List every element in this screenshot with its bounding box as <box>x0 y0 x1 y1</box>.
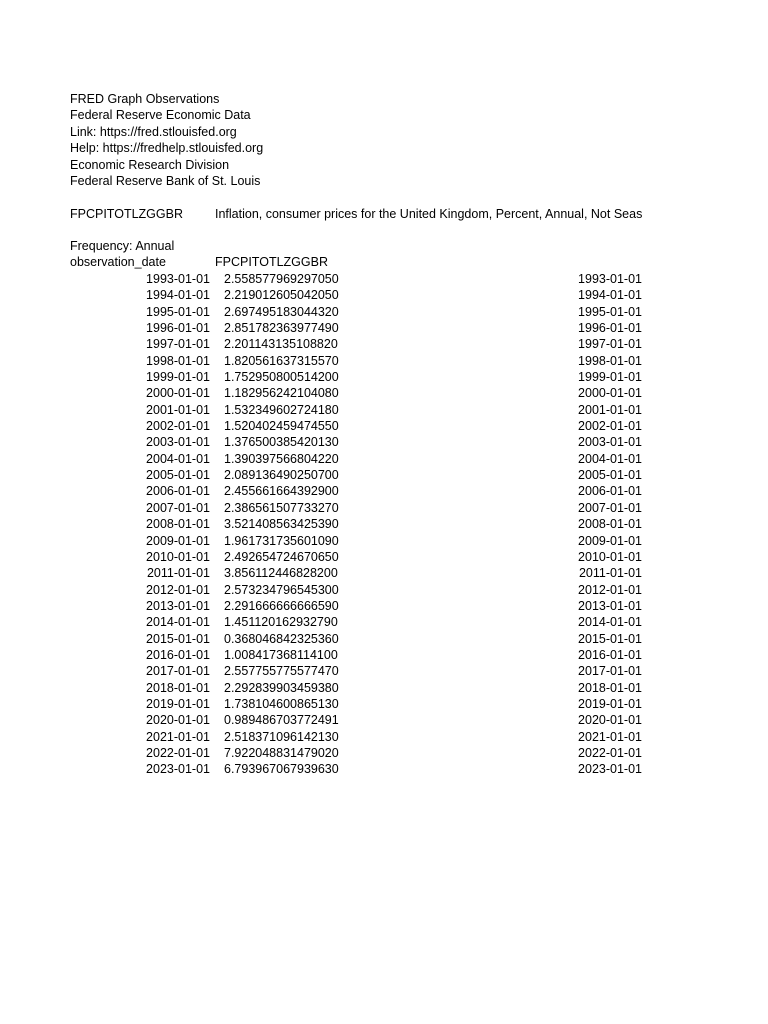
observation-date-repeat-cell: 2016-01-01 <box>578 647 642 662</box>
observation-date-repeat-cell: 2000-01-01 <box>578 386 642 401</box>
table-row <box>0 534 768 550</box>
column-header-value: FPCPITOTLZGGBR <box>215 255 328 269</box>
observation-date-repeat-cell: 2011-01-01 <box>578 566 642 581</box>
observation-date-cell: 2001-01-01 <box>146 402 210 417</box>
observation-date-repeat-cell: 2020-01-01 <box>578 713 642 728</box>
header-link: Link: https://fred.stlouisfed.org <box>70 124 237 139</box>
observation-date-repeat-cell: 1995-01-01 <box>578 304 642 319</box>
table-row <box>0 517 768 533</box>
table-row <box>0 288 768 304</box>
table-row <box>0 337 768 353</box>
observation-date-repeat-cell: 2005-01-01 <box>578 468 642 483</box>
table-row <box>0 713 768 729</box>
observation-value-cell: 2.851782363977490 <box>224 321 339 336</box>
observation-date-cell: 1995-01-01 <box>146 304 210 319</box>
series-info <box>70 207 750 224</box>
table-row <box>0 762 768 778</box>
table-row <box>0 484 768 500</box>
table-row <box>0 403 768 419</box>
observation-date-cell: 2011-01-01 <box>146 566 210 581</box>
observation-date-cell: 2004-01-01 <box>146 451 210 466</box>
observation-date-cell: 2008-01-01 <box>146 517 210 532</box>
observation-date-repeat-cell: 1997-01-01 <box>578 337 642 352</box>
observation-value-cell: 1.520402459474550 <box>224 419 339 434</box>
observation-date-cell: 2006-01-01 <box>146 484 210 499</box>
header-bank: Federal Reserve Bank of St. Louis <box>70 174 261 189</box>
observation-date-repeat-cell: 2002-01-01 <box>578 419 642 434</box>
table-row <box>0 681 768 697</box>
observation-value-cell: 6.793967067939630 <box>224 762 339 777</box>
observation-value-cell: 1.738104600865130 <box>224 696 339 711</box>
observation-value-cell: 2.291666666666590 <box>224 598 339 613</box>
observation-date-cell: 2000-01-01 <box>146 386 210 401</box>
observation-date-cell: 2007-01-01 <box>146 500 210 515</box>
observation-value-cell: 1.820561637315570 <box>224 353 339 368</box>
table-row <box>0 386 768 402</box>
observation-value-cell: 2.089136490250700 <box>224 468 339 483</box>
observation-date-cell: 2010-01-01 <box>146 549 210 564</box>
observation-value-cell: 2.697495183044320 <box>224 304 339 319</box>
observation-value-cell: 2.219012605042050 <box>224 288 339 303</box>
header-division: Economic Research Division <box>70 157 230 172</box>
observation-value-cell: 1.376500385420130 <box>224 435 339 450</box>
observation-date-repeat-cell: 2003-01-01 <box>578 435 642 450</box>
observations-table <box>0 272 768 779</box>
table-row <box>0 468 768 484</box>
table-row <box>0 697 768 713</box>
table-row <box>0 599 768 615</box>
observation-date-repeat-cell: 2017-01-01 <box>578 664 642 679</box>
observation-date-repeat-cell: 2013-01-01 <box>578 598 642 613</box>
table-row <box>0 272 768 288</box>
table-row <box>0 435 768 451</box>
table-row <box>0 746 768 762</box>
observation-date-repeat-cell: 2001-01-01 <box>578 402 642 417</box>
observation-date-repeat-cell: 2008-01-01 <box>578 517 642 532</box>
observation-date-cell: 2014-01-01 <box>146 615 210 630</box>
observation-date-cell: 2009-01-01 <box>146 533 210 548</box>
header-subtitle: Federal Reserve Economic Data <box>70 108 251 123</box>
table-row <box>0 648 768 664</box>
observation-date-repeat-cell: 2012-01-01 <box>578 582 642 597</box>
observation-value-cell: 2.292839903459380 <box>224 680 339 695</box>
observation-date-repeat-cell: 1999-01-01 <box>578 370 642 385</box>
observation-date-cell: 2017-01-01 <box>146 664 210 679</box>
table-row <box>0 550 768 566</box>
observation-value-cell: 2.492654724670650 <box>224 549 339 564</box>
observation-value-cell: 7.922048831479020 <box>224 745 339 760</box>
table-row <box>0 321 768 337</box>
observation-date-repeat-cell: 2018-01-01 <box>578 680 642 695</box>
header-help: Help: https://fredhelp.stlouisfed.org <box>70 141 264 156</box>
observation-value-cell: 1.961731735601090 <box>224 533 339 548</box>
observation-date-repeat-cell: 2019-01-01 <box>578 696 642 711</box>
table-row <box>0 452 768 468</box>
observation-date-repeat-cell: 2015-01-01 <box>578 631 642 646</box>
observation-date-repeat-cell: 2006-01-01 <box>578 484 642 499</box>
table-row <box>0 566 768 582</box>
observation-value-cell: 2.558577969297050 <box>224 272 339 286</box>
observation-date-repeat-cell: 2009-01-01 <box>578 533 642 548</box>
observation-value-cell: 2.573234796545300 <box>224 582 339 597</box>
observation-value-cell: 0.368046842325360 <box>224 631 339 646</box>
observation-date-repeat-cell: 2004-01-01 <box>578 451 642 466</box>
observation-value-cell: 0.989486703772491 <box>224 713 339 728</box>
observation-date-cell: 2013-01-01 <box>146 598 210 613</box>
observation-value-cell: 1.182956242104080 <box>224 386 339 401</box>
observation-date-cell: 1998-01-01 <box>146 353 210 368</box>
observation-date-repeat-cell: 2021-01-01 <box>578 729 642 744</box>
table-row <box>0 370 768 386</box>
observation-date-cell: 1999-01-01 <box>146 370 210 385</box>
table-row <box>0 583 768 599</box>
table-row <box>0 615 768 631</box>
observation-date-repeat-cell: 1996-01-01 <box>578 321 642 336</box>
observation-date-cell: 2022-01-01 <box>146 745 210 760</box>
header-title: FRED Graph Observations <box>70 92 220 106</box>
observation-date-cell: 1997-01-01 <box>146 337 210 352</box>
series-description: Inflation, consumer prices for the United Kingdom, Percent, Annual, Not Seas <box>215 207 643 221</box>
observation-date-cell: 2020-01-01 <box>146 713 210 728</box>
observation-date-repeat-cell: 2010-01-01 <box>578 549 642 564</box>
table-row <box>0 305 768 321</box>
table-row <box>0 730 768 746</box>
observation-value-cell: 3.521408563425390 <box>224 517 339 532</box>
observation-date-cell: 2002-01-01 <box>146 419 210 434</box>
observation-date-cell: 2019-01-01 <box>146 696 210 711</box>
observation-date-repeat-cell: 2014-01-01 <box>578 615 642 630</box>
series-id: FPCPITOTLZGGBR <box>70 207 183 221</box>
document-header <box>70 91 263 189</box>
observation-date-cell: 2021-01-01 <box>146 729 210 744</box>
observation-date-repeat-cell: 2023-01-01 <box>578 762 642 777</box>
observation-value-cell: 2.455661664392900 <box>224 484 339 499</box>
observation-value-cell: 2.557755775577470 <box>224 664 339 679</box>
observation-date-cell: 1993-01-01 <box>146 272 210 286</box>
observation-date-cell: 1994-01-01 <box>146 288 210 303</box>
observation-value-cell: 2.201143135108820 <box>224 337 338 352</box>
observation-date-repeat-cell: 1994-01-01 <box>578 288 642 303</box>
observation-date-repeat-cell: 1998-01-01 <box>578 353 642 368</box>
observation-value-cell: 3.856112446828200 <box>224 566 338 581</box>
table-row <box>0 664 768 680</box>
observation-date-cell: 2012-01-01 <box>146 582 210 597</box>
table-row <box>0 501 768 517</box>
observation-date-cell: 2023-01-01 <box>146 762 210 777</box>
observation-date-cell: 2018-01-01 <box>146 680 210 695</box>
frequency-label: Frequency: Annual <box>70 239 175 253</box>
table-row <box>0 419 768 435</box>
observation-value-cell: 1.752950800514200 <box>224 370 339 385</box>
observation-date-repeat-cell: 2007-01-01 <box>578 500 642 515</box>
column-header-date: observation_date <box>70 255 166 269</box>
observation-value-cell: 2.518371096142130 <box>224 729 339 744</box>
observation-date-repeat-cell: 2022-01-01 <box>578 745 642 760</box>
observation-value-cell: 1.532349602724180 <box>224 402 339 417</box>
table-row <box>0 354 768 370</box>
observation-value-cell: 1.008417368114100 <box>224 647 338 662</box>
observation-date-cell: 2015-01-01 <box>146 631 210 646</box>
observation-date-cell: 2016-01-01 <box>146 647 210 662</box>
observation-date-cell: 2005-01-01 <box>146 468 210 483</box>
observation-value-cell: 1.451120162932790 <box>224 615 338 630</box>
table-row <box>0 632 768 648</box>
observation-date-cell: 2003-01-01 <box>146 435 210 450</box>
observation-value-cell: 1.390397566804220 <box>224 451 339 466</box>
observation-date-cell: 1996-01-01 <box>146 321 210 336</box>
observation-value-cell: 2.386561507733270 <box>224 500 339 515</box>
observation-date-repeat-cell: 1993-01-01 <box>578 272 642 286</box>
